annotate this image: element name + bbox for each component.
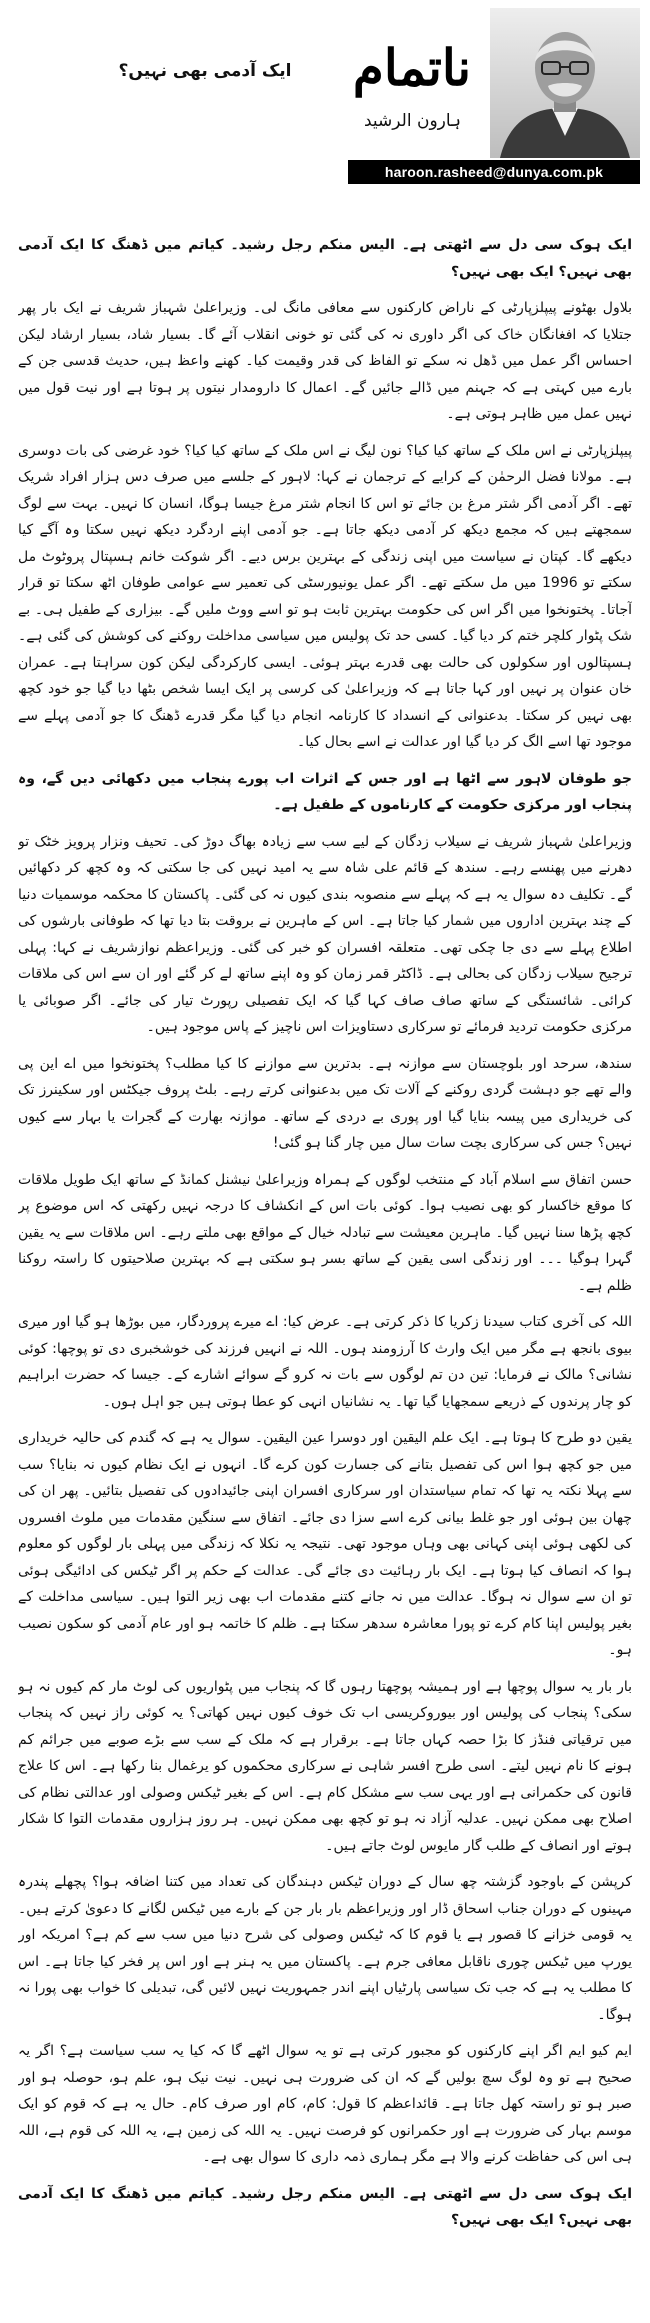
- paragraph: وزیراعلیٰ شہباز شریف نے سیلاب زدگان کے لیے سب سے زیادہ بھاگ دوڑ کی۔ تحیف ونزار پرویز خٹک تو دھرنے میں پھنسے رہے۔ سندھ کے قائم علی شاہ سے یہ امید نہیں کی جا سکتی کہ وہ کچھ کر دکھائیں گے۔ تکلیف دہ سوال یہ ہے کہ پہلے سے منصوبہ بندی کیوں نہ کی گئی۔ پاکستان کا محکمہ موسمیات دنیا کے چند بہترین اداروں میں شمار کیا جاتا ہے۔ اس کے ماہرین نے بروقت بتا دیا تھا کہ طوفانی بارشوں کی اطلاع پہلے سے دی جا چکی تھی۔ متعلقہ افسران کو خبر کی گئی۔ وزیراعظم نوازشریف نے کہا: پہلی ترجیح سیلاب زدگان کی بحالی ہے۔ ڈاکٹر قمر زمان کو وہ اپنے ساتھ لے کر گئے اور ان سے اس کی ملاقات کرائی۔ شائستگی کے ساتھ صاف صاف کہا گیا کہ ایک تفصیلی رپورٹ تیار کی جائے۔ اگر صوبائی یا مرکزی حکومت تردید فرمائے تو سرکاری دستاویزات اس ناچیز کے پاس موجود ہیں۔: [18, 833, 632, 1035]
- paragraph: بار بار یہ سوال پوچھا ہے اور ہمیشہ پوچھتا رہوں گا کہ پنجاب میں پٹواریوں کی لوٹ مار کم کیوں نہ ہو سکی؟ پنجاب کی پولیس اور بیوروکریسی اب تک خوف کیوں نہیں کھاتی؟ یہ کوئی راز نہیں کہ پنجاب میں ترقیاتی فنڈز کا بڑا حصہ کہاں جاتا ہے۔ برقرار ہے کہ ملک کے سب سے بڑے صوبے میں جرائم کم ہونے کا نام نہیں لیتے۔ اسی طرح افسر شاہی نے سرکاری محکموں کو یرغمال بنا رکھا ہے۔ اس کا علاج قانون کی حکمرانی ہے اور یہی سب سے مشکل کام ہے۔ اس کے بغیر ٹیکس وصولی اور عدالتی نظام کی اصلاح بھی ممکن نہیں۔ عدلیہ آزاد نہ ہو تو کچھ بھی ممکن نہیں۔ ہر روز ہزاروں مقدمات التوا کا شکار ہوتے اور انصاف کے طلب گار مایوس لوٹ جاتے ہیں۔: [18, 1678, 632, 1854]
- paragraph: حسن اتفاق سے اسلام آباد کے منتخب لوگوں کے ہمراہ وزیراعلیٰ نیشنل کمانڈ کے ساتھ ایک طویل ملاقات کا موقع خاکسار کو بھی نصیب ہوا۔ کوئی بات اس کے انکشاف کا درجہ نہیں رکھتی کہ اس موضوع پر کچھ پڑھا سنا نہیں گیا۔ ماہرین معیشت سے تبادلہ خیال کے مواقع بھی ملتے رہے۔ اس ملاقات سے یہ یقین گہرا ہوگیا ۔۔۔ اور زندگی اسی یقین کے ساتھ بسر ہو سکتی ہے کہ بہترین صلاحیتوں کا راستہ روکنا ظلم ہے۔: [18, 1171, 632, 1294]
- article-headline: ایک آدمی بھی نہیں؟: [118, 61, 292, 81]
- paragraph: پیپلزپارٹی نے اس ملک کے ساتھ کیا کیا؟ نون لیگ نے اس ملک کے ساتھ کیا کیا؟ خود غرضی کی بات دوسری ہے۔ مولانا فضل الرحمٰن کے کرایے کے ترجمان نے کہا: لاہور کے جلسے میں صرف دس ہزار افراد شریک تھے۔ اگر آدمی اگر شتر مرغ بن جائے تو اس کا انجام شتر مرغ جیسا ہوگا، انسان کا نہیں۔ بہت سے لوگ سمجھتے ہیں کہ مجمع دیکھ کر آدمی دیکھ جاتا ہے۔ جو آدمی اپنے اردگرد دیکھ نہیں سکتا وہ آگے کیا دیکھے گا۔ کپتان نے سیاست میں اپنی زندگی کے بہترین برس دیے۔ اگر شوکت خانم ہسپتال پروٹوٹ مل سکتے تو 1996 میں مل سکتے تھے۔ اگر عمل یونیورسٹی کی تعمیر سے عوامی طوفان اٹھ سکتا تو قرار آجاتا۔ پختونخوا میں اگر اس کی حکومت بہترین ثابت ہو تو اسے ووٹ ملیں گے۔ بیزاری کے طفیل ہی۔ بے شک پٹوار کلچر ختم کر دیا گیا۔ کسی حد تک پولیس میں سیاسی مداخلت روکنے کی کوشش کی گئی ہے۔ ہسپتالوں اور سکولوں کی حالت بھی قدرے بہتر ہوئی۔ ایسی کارکردگی لیکن کون سراہتا ہے۔ عمران خان عنوان پر نہیں اور کہا جاتا ہے کہ وزیراعلیٰ کی کرسی پر ایک ایسا شخص بٹھا دیا گیا جو خود کچھ بھی نہیں کر سکتا۔ بدعنوانی کے انسداد کا کارنامہ انجام دیا گیا مگر قدرے ڈھنگ کا جو آدمی پہلے سے موجود تھا اسے الگ کر دیا گیا اور عدالت نے اسے بحال کیا۔: [18, 442, 632, 750]
- column-masthead: [348, 0, 640, 220]
- author-name: ہارون الرشید: [363, 111, 462, 131]
- author-portrait: [490, 8, 640, 158]
- paragraph: بلاول بھٹونے پیپلزپارٹی کے ناراض کارکنوں سے معافی مانگ لی۔ وزیراعلیٰ شہباز شریف نے ایک بار پھر جتلایا کہ افغانگان خاک کی اگر داوری نہ کی گئی تو خونی انقلاب آئے گا۔ بسیار شاد، بسیار ارشاد لیکن احساس اگر عمل میں ڈھل نہ سکے تو الفاظ کی قدر وقیمت کیا۔ کھنے واعظ ہیں، حدیث قدسی جن کے بارے میں کہتی ہے کہ جہنم میں ڈالے جائیں گے۔ اعمال کا دارومدار نیتوں پر ہوتا ہے اور نیت قول میں نہیں عمل میں ظاہر ہوتی ہے۔: [18, 300, 632, 422]
- paragraph: جو طوفان لاہور سے اٹھا ہے اور جس کے اثرات اب پورے پنجاب میں دکھائی دیں گے، وہ پنجاب اور مرکزی حکومت کے کارناموں کے طفیل ہے۔: [18, 770, 632, 813]
- paragraph: اللہ کی آخری کتاب سیدنا زکریا کا ذکر کرتی ہے۔ عرض کیا: اے میرے پروردگار، میں بوڑھا ہو گیا اور میری بیوی بانجھ ہے مگر میں ایک وارث کا آرزومند ہوں۔ اللہ نے انہیں فرزند کی خوشخبری دی تو پوچھا: کوئی نشانی؟ مالک نے فرمایا: تین دن تم لوگوں سے بات نہ کرو گے سوائے اشارے کے۔ جیسا کہ حضرت ابراہیم کو چار پرندوں کے ذریعے سمجھایا گیا تھا۔ یہ نشانیاں انہی کو عطا ہوتی ہیں جو اہل ہوں۔: [18, 1314, 632, 1410]
- paragraph: یقین دو طرح کا ہوتا ہے۔ ایک علم الیقین اور دوسرا عین الیقین۔ سوال یہ ہے کہ گندم کی حالیہ خریداری میں جو کچھ ہوا اس کی تفصیل بتانے کی جسارت کون کرے گا۔ انہوں نے ایک نظام کیوں نہ بنایا؟ سب سے پہلا نکتہ یہ تھا کہ تمام سیاستدان اور سرکاری افسران اپنی جائیدادوں کی تفصیل بتائیں۔ پھر ان کی چھان بین ہوئی اور جو غلط بیانی کرے اسے سزا دی جائے۔ اتفاق سے سنگین مقدمات میں ملوث افسروں کی لکھی ہوئی اپنی کہانی بھی وہاں موجود تھی۔ نتیجہ یہ نکلا کہ زندگی میں پہلی بار لوگوں کو معلوم ہوا کہ انصاف کیا ہوتا ہے۔ ایک بار رہائیت دی جائے گی۔ عدالت کے حکم پر اگر ٹیکس کی ادائیگی ہوئی تو ان سے سوال نہ ہوگا۔ عدالت میں نہ جانے کتنے مقدمات اب بھی زیر التوا ہیں۔ سیاسی مداخلت کے بغیر پولیس اپنا کام کرے تو پورا معاشرہ سدھر سکتا ہے۔ ظلم کا خاتمہ ہو اور عام آدمی کو سکون نصیب ہو۔: [18, 1430, 632, 1658]
- paragraph: کرپشن کے باوجود گزشتہ چھ سال کے دوران ٹیکس دہندگان کی تعداد میں کتنا اضافہ ہوا؟ پچھلے پندرہ مہینوں کے دوران جناب اسحاق ڈار اور وزیراعظم بار بار جن کے بارے میں ٹیکس لگانے کا دعویٰ کرتے ہیں۔ یہ قومی خزانے کا قصور ہے یا قوم کا کہ ٹیکس وصولی کی شرح دنیا میں سب سے کم ہے؟ امریکہ اور یورپ میں ٹیکس چوری ناقابل معافی جرم ہے۔ پاکستان میں یہ ہنر ہے اور اس پر فخر کیا جاتا ہے۔ اس کا مطلب یہ ہے کہ جب تک سیاسی پارٹیاں اپنے اندر جمہوریت نہیں لائیں گی، تبدیلی کا خواب بھی پورا نہ ہوگا۔: [18, 1874, 632, 2023]
- paragraph: ایم کیو ایم اگر اپنے کارکنوں کو مجبور کرتی ہے تو یہ سوال اٹھے گا کہ کیا یہ سب سیاست ہے؟ اگر یہ صحیح ہے تو وہ لوگ سچ بولیں گے کہ ان کی ضرورت ہی نہیں۔ نیت نیک ہو، علم ہو، حوصلہ ہو اور صبر ہو تو راستہ کھل جاتا ہے۔ قائداعظم کا قول: کام، کام اور صرف کام۔ حال یہ ہے کہ قوم کو ایک موسم بہار کی ضرورت ہے اور حکمرانوں کو فرصت نہیں۔ یہ اللہ کی زمین ہے، یہ اللہ کی قوم ہے، اللہ ہی اس کی حفاظت کرنے والا ہے مگر ہماری ذمہ داری کا سوال بھی ہے۔: [18, 2043, 632, 2165]
- paragraph: ایک ہوک سی دل سے اٹھتی ہے۔ الیس منکم رجل رشید۔ کیاتم میں ڈھنگ کا ایک آدمی بھی نہیں؟ ایک بھی نہیں؟: [18, 2185, 632, 2228]
- paragraph: سندھ، سرحد اور بلوچستان سے موازنہ ہے۔ بدترین سے موازنے کا کیا مطلب؟ پختونخوا میں اے این پی والے تھے جو دہشت گردی روکنے کے آلات تک میں بدعنوانی کرتے رہے۔ بلٹ پروف جیکٹس اور سکینرز تک کی خریداری میں پیسہ بنایا گیا اور پوری بے دردی کے ساتھ۔ موازنہ بھارت کے گجرات یا بہار سے کیوں نہیں؟ جس کی سرکاری بچت سات سال میں چار گنا ہو گئی!: [18, 1055, 632, 1151]
- column-title: ناتمام: [352, 38, 472, 97]
- paragraph: ایک ہوک سی دل سے اٹھتی ہے۔ الیس منکم رجل رشید۔ کیاتم میں ڈھنگ کا ایک آدمی بھی نہیں؟ ایک بھی نہیں؟: [18, 237, 632, 280]
- author-email: haroon.rasheed@dunya.com.pk: [348, 160, 640, 184]
- article-body: [18, 232, 632, 2312]
- author-portrait-image: [490, 8, 640, 158]
